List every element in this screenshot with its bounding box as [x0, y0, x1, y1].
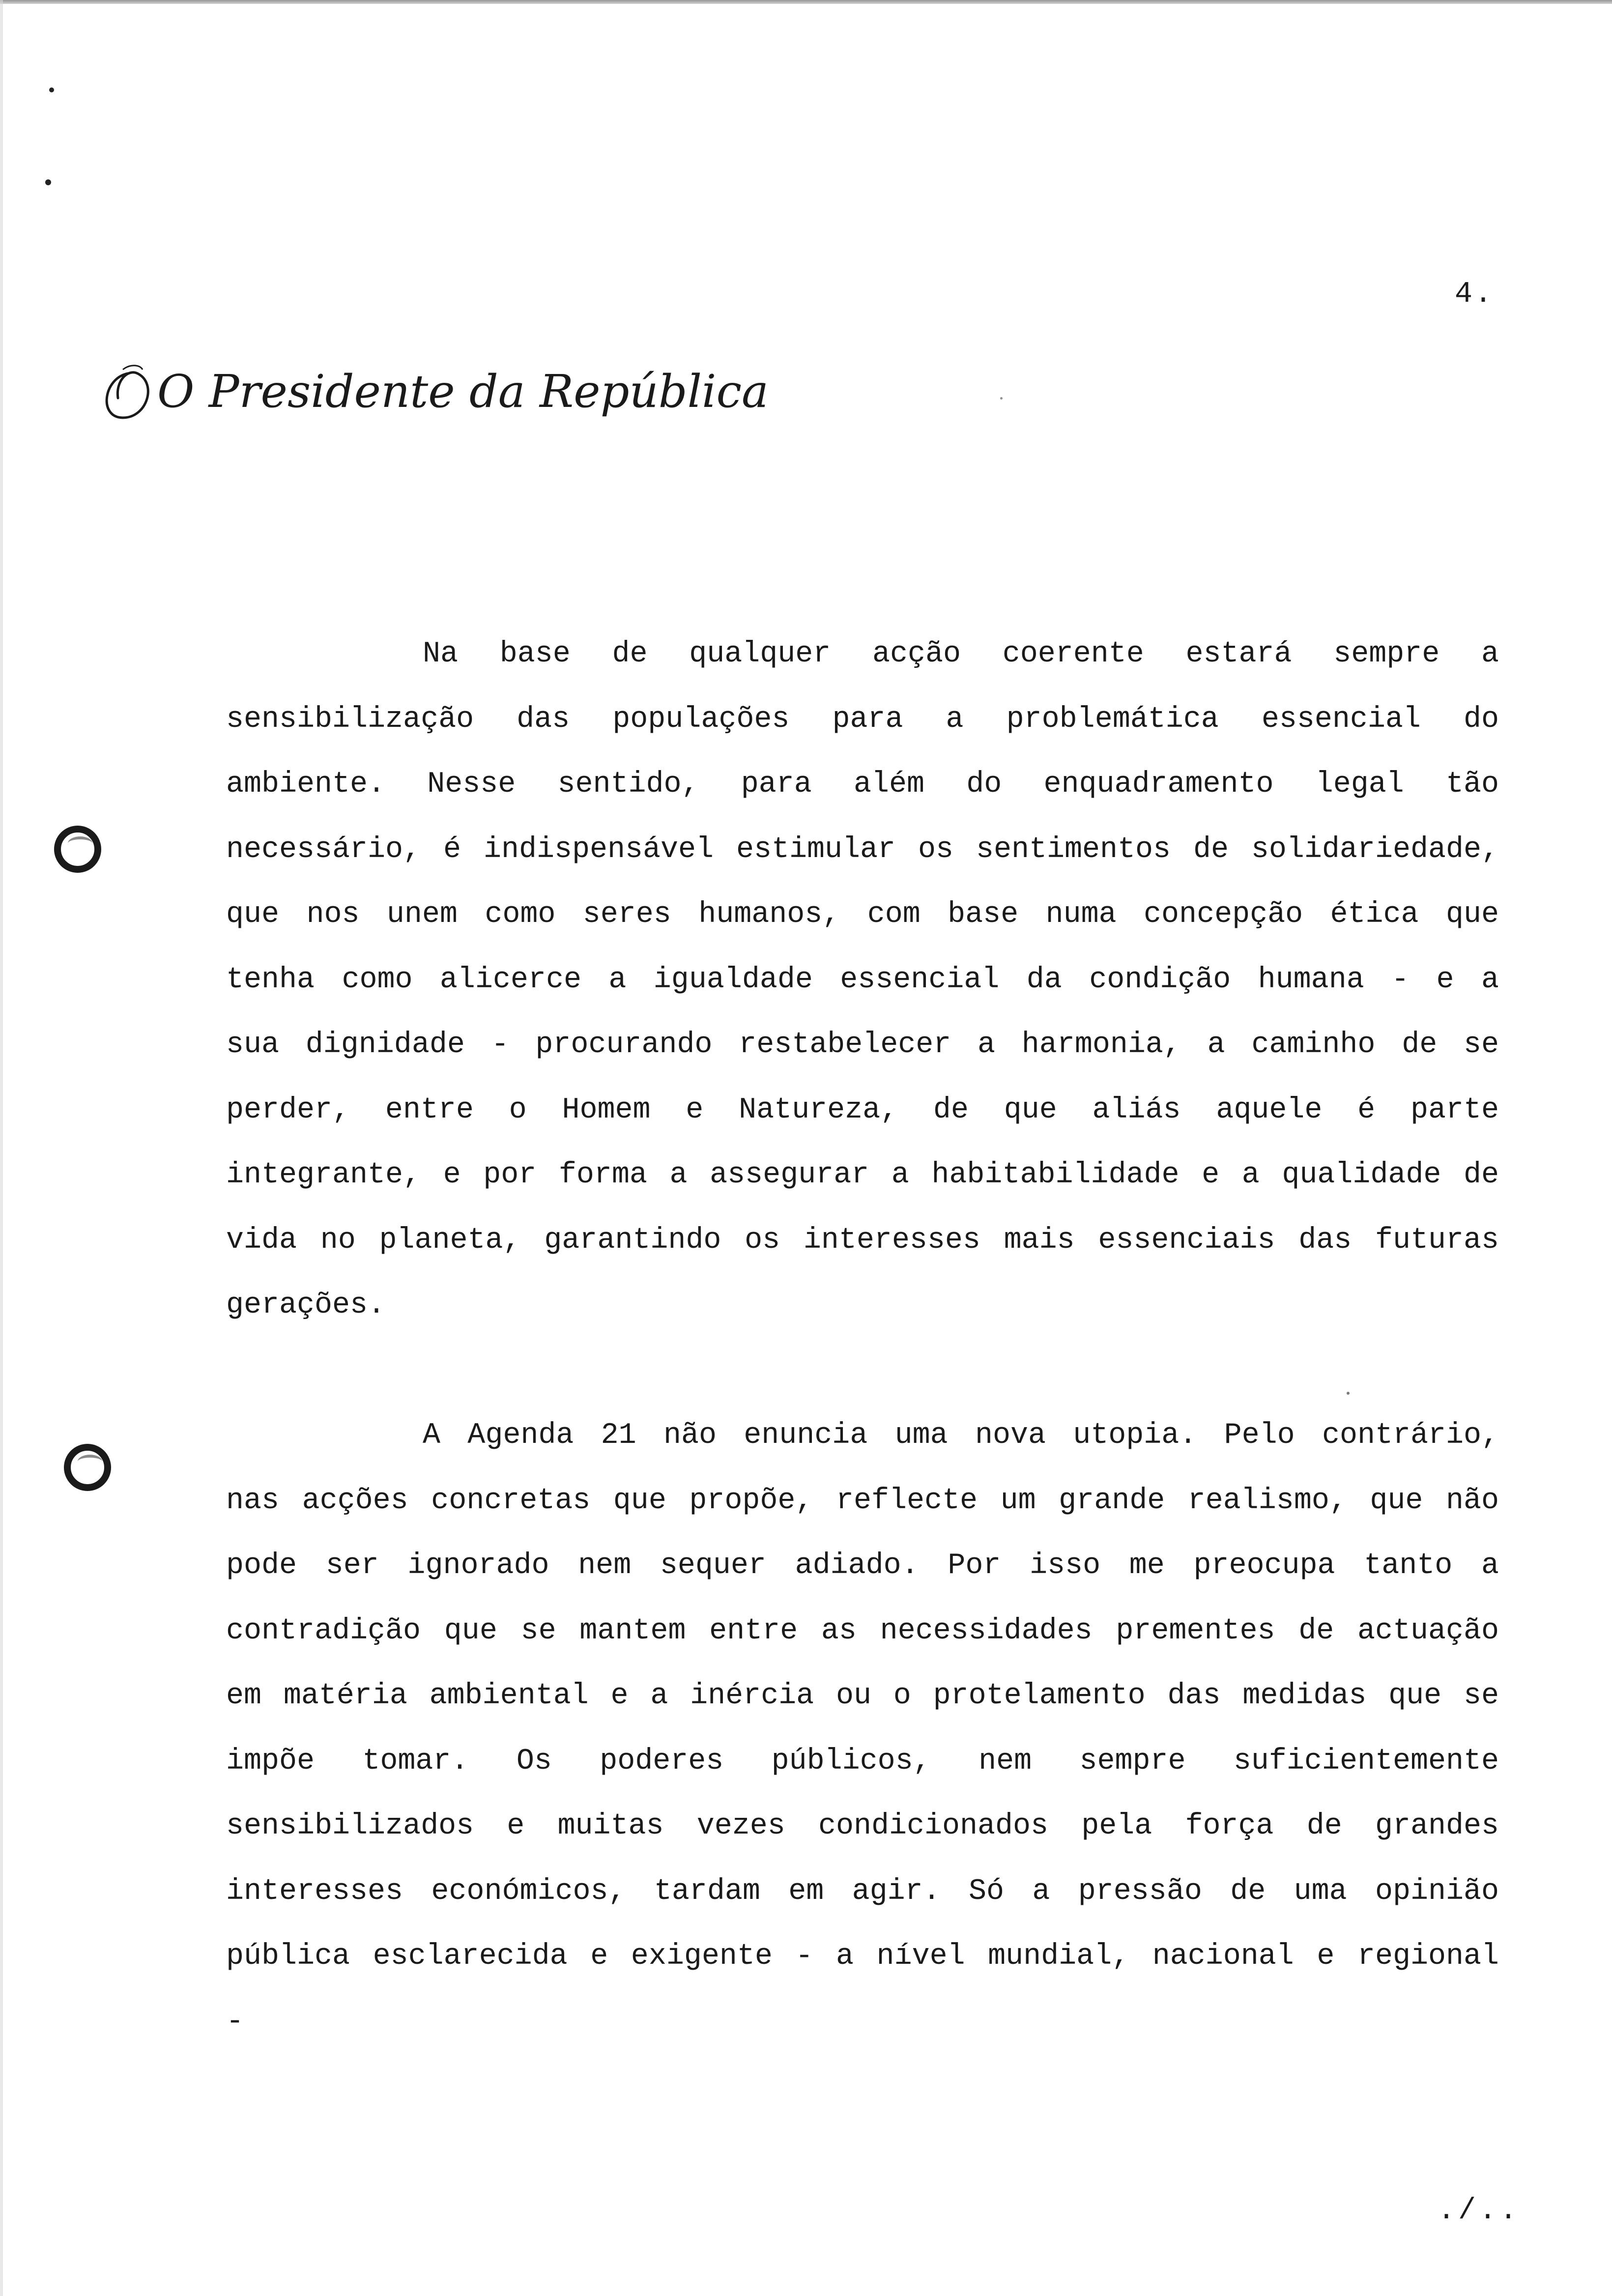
punch-hole-bottom — [64, 1444, 111, 1491]
page-number: 4. — [1455, 278, 1495, 311]
letterhead-text: O Presidente da República — [157, 365, 769, 418]
body-paragraph: A Agenda 21 não enuncia uma nova utopia. Pelo contrário, nas acções concretas que propõe, reflecte um grande realismo, que não pode ser ignorado nem sequer adiado. Por isso me preocupa tanto a contradição que se mantem entre as necessidades prementes de actuação em matéria ambiental e a inércia ou o protelamento das medidas que se impõe tomar. Os poderes públicos, nem sempre suficientemente sensibilizados e muitas vezes condicionados pela força de grandes interesses económicos, tardam em agir. Só a pressão de uma opinião pública esclarecida e exigente - a nível mundial, nacional e regional - — [226, 1419, 1499, 2038]
scan-left-edge — [0, 0, 3, 2296]
continuation-mark: ./.. — [1438, 2194, 1521, 2228]
letterhead — [93, 344, 769, 442]
scan-top-edge — [0, 0, 1612, 4]
scan-speck — [49, 87, 54, 92]
body-paragraph: Na base de qualquer acção coerente estará sempre a sensibilização das populações para a problemática essencial do ambiente. Nesse sentido, para além do enquadramento legal tão necessário, é indispensável estimular os sentimentos de solidariedade, que nos unem como seres humanos, com base numa concepção ética que tenha como alicerce a igualdade essencial da condição humana - e a sua dignidade - procurando restabelecer a harmonia, a caminho de se perder, entre o Homem e Natureza, de que aliás aquele é parte integrante, e por forma a assegurar a habitabilidade e a qualidade de vida no planeta, garantindo os interesses mais essenciais das futuras gerações. — [226, 637, 1499, 1322]
letterhead-script-graphic — [93, 344, 769, 442]
punch-hole-top — [54, 826, 101, 873]
scan-speck — [45, 179, 51, 185]
scan-speck — [1000, 397, 1003, 400]
scan-speck — [1347, 1392, 1350, 1395]
